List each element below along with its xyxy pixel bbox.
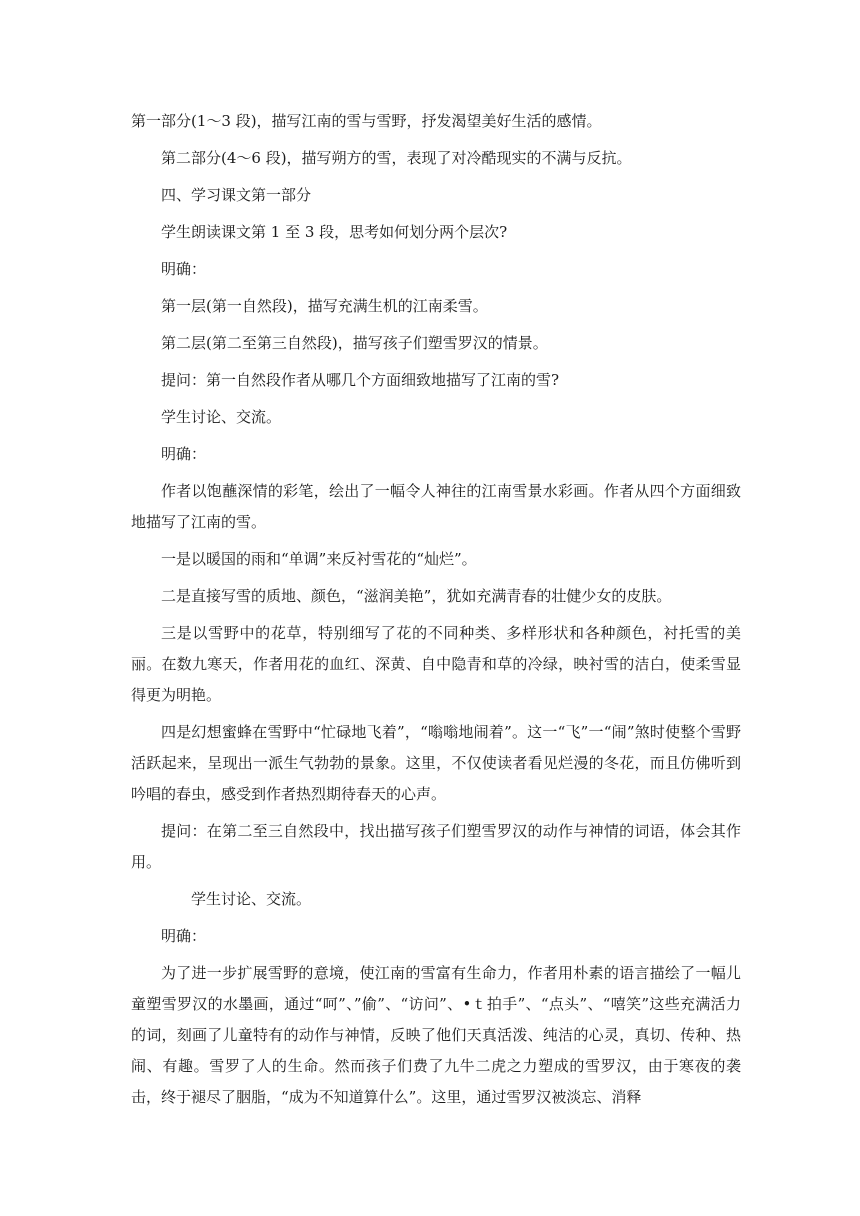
paragraph-discussion: 学生讨论、交流。 xyxy=(191,890,312,908)
paragraph-point-two: 二是直接写雪的质地、颜色，“滋润美艳”，犹如充满青春的壮健少女的皮肤。 xyxy=(161,587,672,605)
paragraph-layer-two: 第二层(第二至第三自然段)，描写孩子们塑雪罗汉的情景。 xyxy=(161,334,548,352)
paragraph-point-one: 一是以暖国的雨和“单调”来反衬雪花的“灿烂”。 xyxy=(161,550,477,568)
paragraph-question-one: 提问：第一自然段作者从哪几个方面细致地描写了江南的雪? xyxy=(161,371,560,389)
section-heading-study-part-one: 四、学习课文第一部分 xyxy=(161,186,312,204)
paragraph-part-two-summary: 第二部分(4～6 段)，描写朔方的雪，表现了对冷酷现实的不满与反抗。 xyxy=(161,149,632,167)
paragraph-read-aloud-task: 学生朗读课文第 1 至 3 段，思考如何划分两个层次? xyxy=(161,223,508,241)
document-body xyxy=(131,106,741,1119)
paragraph-question-two: 提问：在第二至三自然段中，找出描写孩子们塑雪罗汉的动作与神情的词语，体会其作用。 xyxy=(131,822,741,871)
paragraph-part-one-summary: 第一部分(1～3 段)，描写江南的雪与雪野，抒发渴望美好生活的感情。 xyxy=(131,112,602,130)
paragraph-point-three: 三是以雪野中的花草，特别细写了花的不同种类、多样形状和各种颜色，衬托雪的美丽。在数九寒天，作者用花的血红、深黄、自中隐青和草的冷绿，映衬雪的洁白，使柔雪显得更为明艳。 xyxy=(131,624,741,704)
paragraph-snowman-analysis: 为了进一步扩展雪野的意境，使江南的雪富有生命力，作者用朴素的语言描绘了一幅儿童塑雪罗汉的水墨画，通过“呵”、”偷”、“访问”、•ｔ拍手”、“点头”、“嘻笑”这些充满活力的词，刻画了儿童特有的动作与神情，反映了他们天真活泼、纯洁的心灵，真切、传种、热闹、有趣。雪罗了人的生命。然而孩子们费了九牛二虎之力塑成的雪罗汉，由于寒夜的袭击，终于褪尽了胭脂，“成为不知道算什么”。这里，通过雪罗汉被淡忘、消释 xyxy=(131,964,741,1106)
label-clarify: 明确： xyxy=(161,927,207,945)
paragraph-layer-one: 第一层(第一自然段)，描写充满生机的江南柔雪。 xyxy=(161,297,488,315)
label-clarify: 明确： xyxy=(161,445,207,463)
paragraph-watercolor-description: 作者以饱蘸深情的彩笔，绘出了一幅令人神往的江南雪景水彩画。作者从四个方面细致地描写了江南的雪。 xyxy=(131,482,741,531)
paragraph-discussion: 学生讨论、交流。 xyxy=(161,408,282,426)
paragraph-point-four: 四是幻想蜜蜂在雪野中“忙碌地飞着”，“嗡嗡地闹着”。这一“飞”一“闹”煞时使整个雪野活跃起来，呈现出一派生气勃勃的景象。这里，不仅使读者看见烂漫的冬花，而且仿佛听到吟唱的春虫，感受到作者热烈期待春天的心声。 xyxy=(131,723,741,803)
label-clarify: 明确： xyxy=(161,260,207,278)
